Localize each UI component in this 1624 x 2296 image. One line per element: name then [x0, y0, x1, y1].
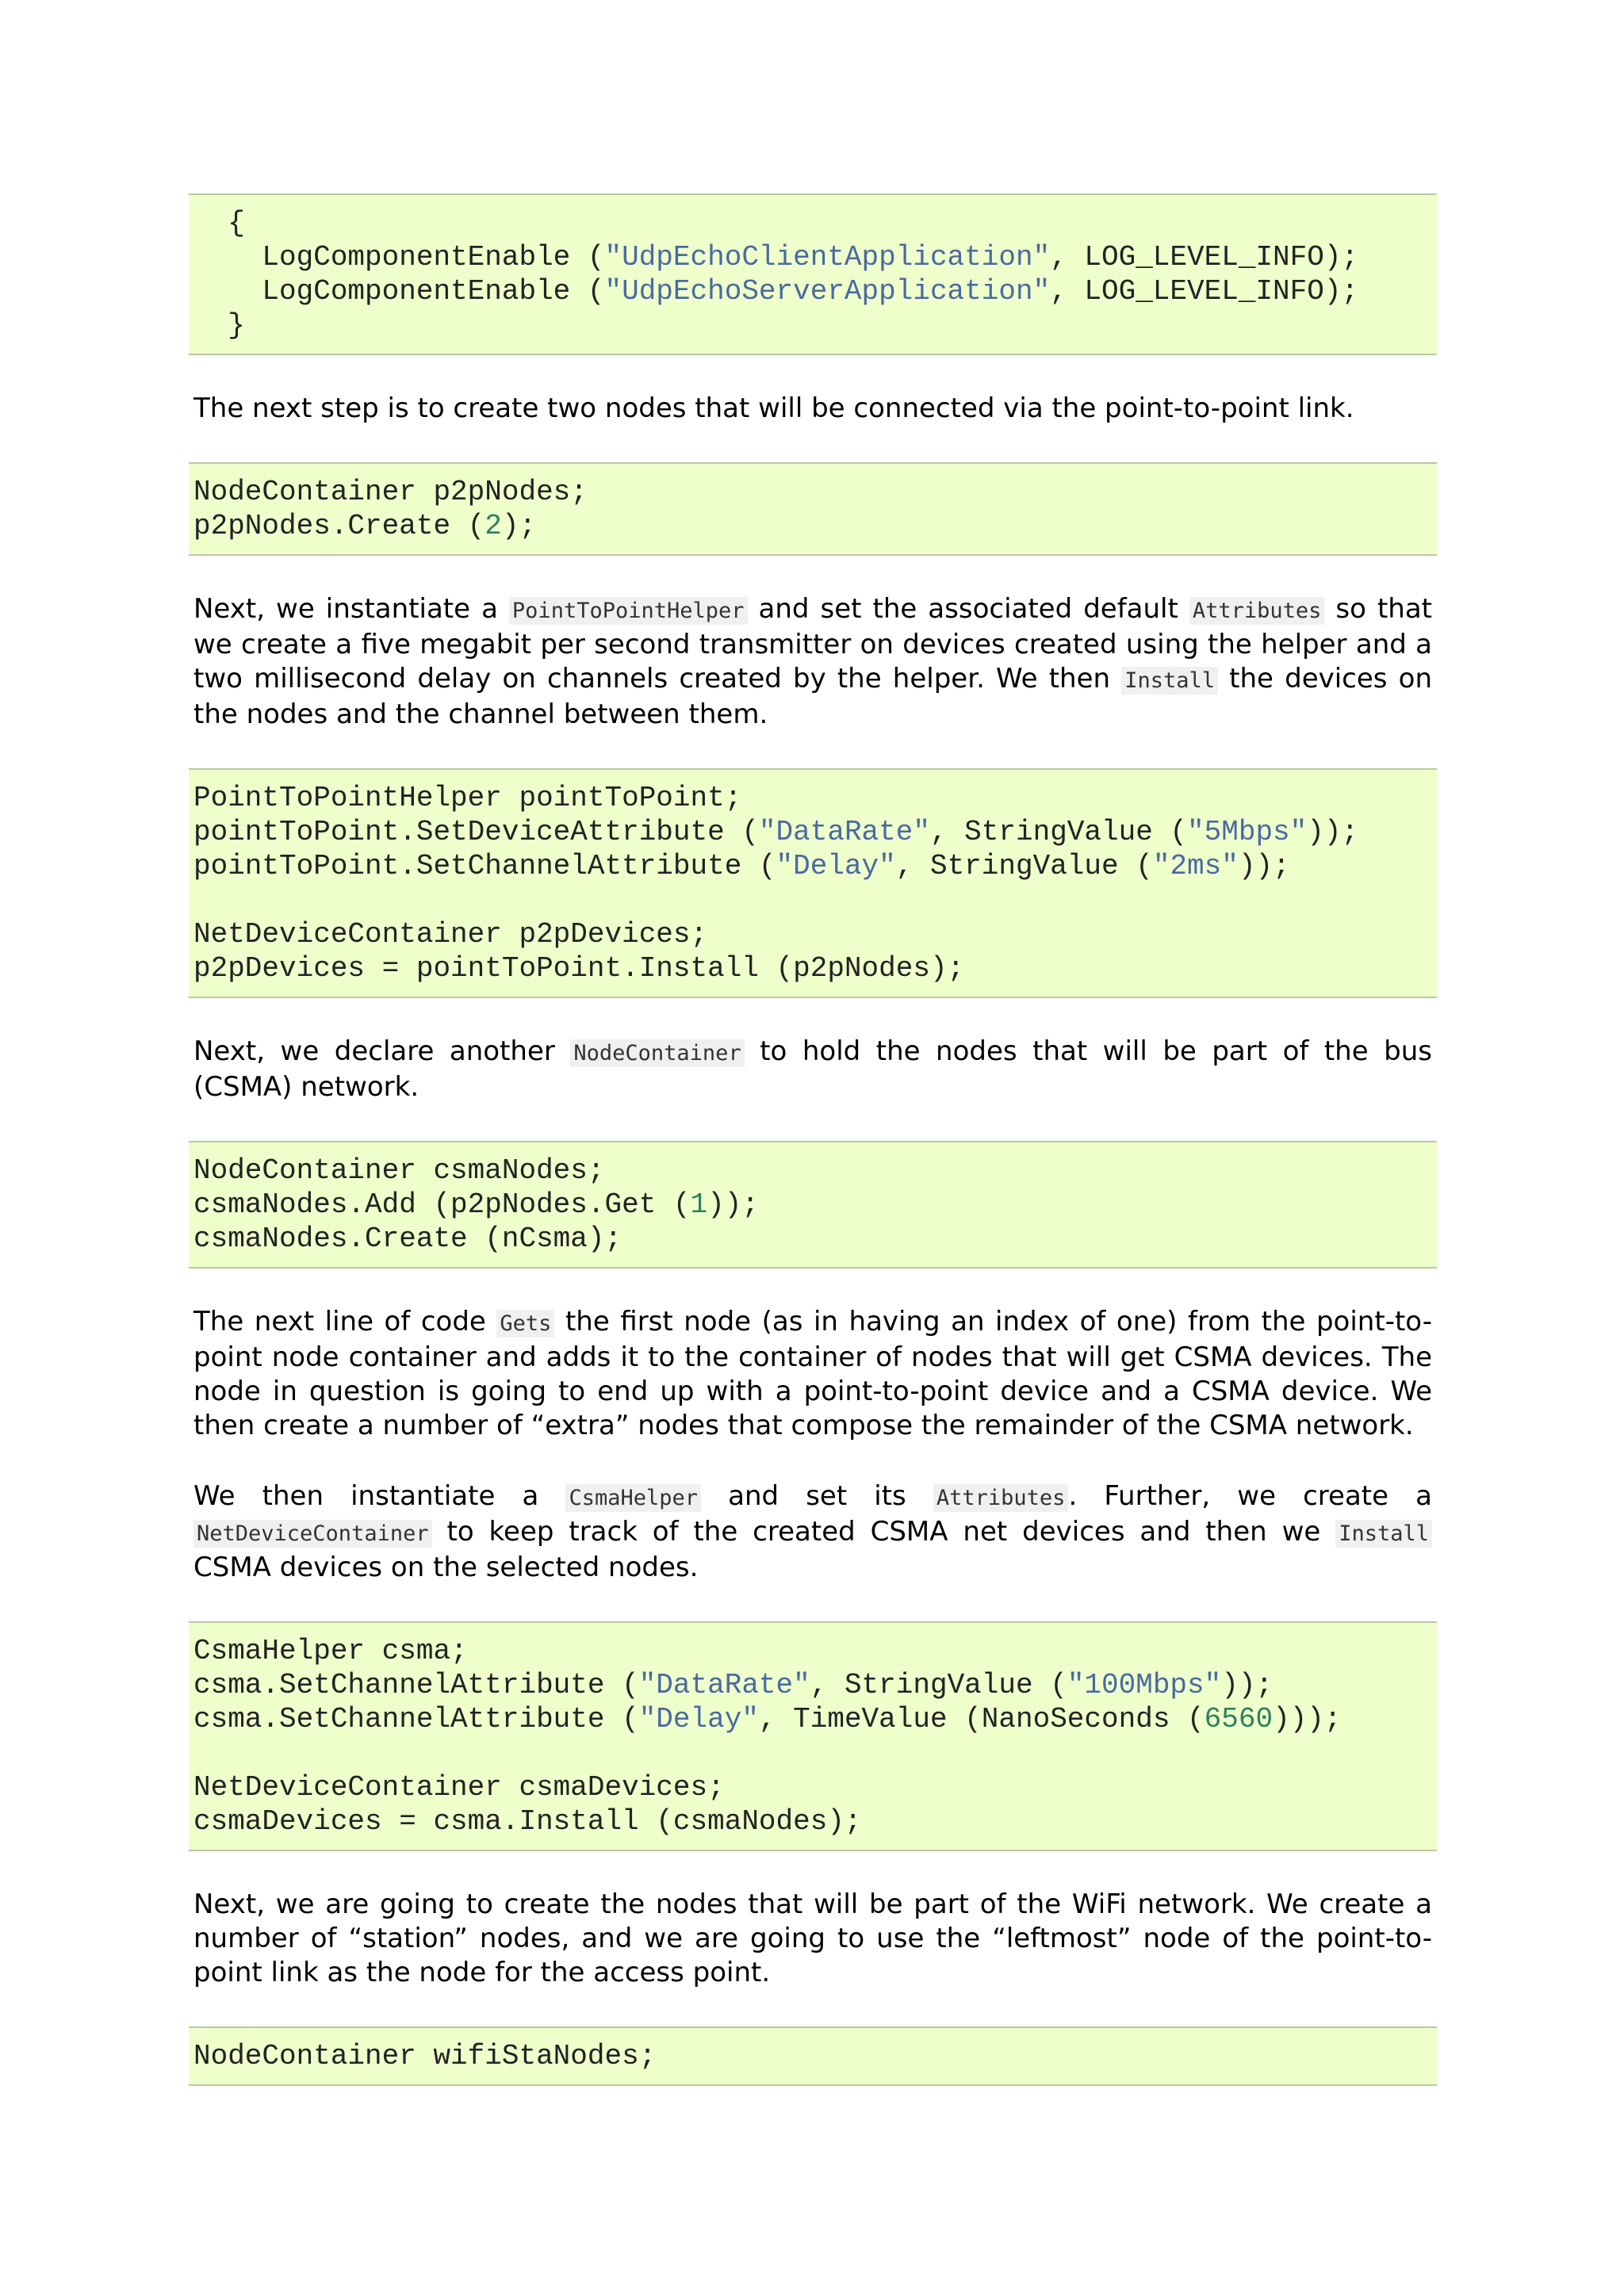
spacer	[189, 1851, 1437, 1888]
paragraph-text: the first node (as in having an index of one) from the point-to-point node container and adds it to the container of nodes that will get CSMA devices. The node in question is going to end up with a point-to-point device and a CSMA device. We then create a number of “extra” nodes that compose the remainder of the CSMA network.	[193, 1306, 1432, 1441]
inline-code: NetDeviceContainer	[193, 1520, 432, 1548]
code-token: ));	[1221, 1669, 1274, 1701]
inline-code: Install	[1335, 1520, 1432, 1548]
paragraph-text: The next line of code	[193, 1306, 497, 1337]
code-line	[193, 1770, 1432, 1804]
code-line	[193, 2039, 1432, 2073]
code-token: p2pNodes.Create (	[193, 510, 485, 542]
code-line	[193, 849, 1432, 883]
code-string: "UdpEchoClientApplication"	[604, 241, 1051, 274]
paragraph-text: so that we create a five megabit per second transmitter on devices created using the helper and a two millisecond delay on channels created by the helper. We then	[193, 593, 1432, 695]
code-line	[193, 1668, 1432, 1702]
code-token: }	[193, 309, 245, 342]
spacer	[189, 1269, 1437, 1305]
paragraph-text: to keep track of the created CSMA net devices and then we	[431, 1516, 1336, 1548]
inline-code: PointToPointHelper	[509, 597, 748, 625]
code-token: , StringValue (	[929, 816, 1188, 848]
code-string: "UdpEchoServerApplication"	[604, 275, 1051, 308]
code-string: "DataRate"	[758, 816, 930, 848]
inline-code: CsmaHelper	[565, 1484, 701, 1512]
code-token: pointToPoint.SetChannelAttribute (	[193, 850, 776, 882]
spacer	[189, 355, 1437, 392]
spacer	[189, 732, 1437, 768]
code-token: NodeContainer p2pNodes;	[193, 476, 588, 508]
code-block	[189, 1141, 1437, 1269]
body-paragraph	[189, 592, 1437, 732]
code-token: NodeContainer wifiStaNodes;	[193, 2040, 657, 2072]
spacer	[189, 1443, 1437, 1479]
code-line	[193, 509, 1432, 543]
paragraph-text: CSMA devices on the selected nodes.	[193, 1552, 699, 1583]
paragraph-text: Next, we instantiate a	[193, 593, 509, 625]
code-line	[193, 1804, 1432, 1839]
code-line	[193, 1188, 1432, 1222]
code-line	[193, 1736, 1432, 1770]
code-string: "Delay"	[638, 1703, 759, 1735]
code-token: CsmaHelper csma;	[193, 1635, 468, 1667]
paragraph-text: and set the associated default	[747, 593, 1189, 625]
spacer	[189, 1990, 1437, 2026]
code-string: "Delay"	[776, 850, 896, 882]
code-token: csmaDevices = csma.Install (csmaNodes);	[193, 1805, 862, 1838]
code-token: ));	[1307, 816, 1359, 848]
inline-code: Install	[1121, 667, 1218, 695]
code-line	[193, 274, 1432, 308]
paragraph-text: to hold the nodes that will be part of the bus (CSMA) network.	[193, 1035, 1433, 1103]
inline-code: Gets	[496, 1310, 554, 1337]
code-token: , TimeValue (NanoSeconds (	[758, 1703, 1205, 1735]
code-string: "2ms"	[1152, 850, 1239, 882]
code-line	[193, 883, 1432, 917]
spacer	[189, 998, 1437, 1035]
code-line	[193, 781, 1432, 815]
code-token: {	[193, 207, 245, 239]
code-string: "5Mbps"	[1187, 816, 1308, 848]
code-token: NodeContainer csmaNodes;	[193, 1154, 605, 1187]
paragraph-text: We then instantiate a	[193, 1480, 566, 1512]
code-number: 1	[690, 1188, 708, 1221]
paragraph-text: and set its	[701, 1480, 933, 1512]
spacer	[189, 1104, 1437, 1141]
code-token: PointToPointHelper pointToPoint;	[193, 782, 742, 814]
code-token: ));	[1238, 850, 1290, 882]
code-line	[193, 1154, 1432, 1188]
code-line	[193, 815, 1432, 849]
spacer	[189, 1585, 1437, 1621]
code-line	[193, 1634, 1432, 1668]
code-block	[189, 193, 1437, 355]
code-string: "DataRate"	[638, 1669, 810, 1701]
paragraph-text: Next, we are going to create the nodes that will be part of the WiFi network. We create a number of “station” nodes, and we are going to use the “leftmost” node of the point-to-point link as the node for the access point.	[193, 1888, 1432, 1988]
code-line	[193, 951, 1432, 985]
document-page	[189, 193, 1437, 2086]
code-token: NetDeviceContainer csmaDevices;	[193, 1771, 725, 1804]
code-token: csmaNodes.Add (p2pNodes.Get (	[193, 1188, 691, 1221]
code-number: 2	[485, 510, 502, 542]
code-token: csma.SetChannelAttribute (	[193, 1669, 639, 1701]
code-line	[193, 240, 1432, 274]
code-token: LogComponentEnable (	[193, 241, 605, 274]
code-token: , LOG_LEVEL_INFO);	[1050, 275, 1359, 308]
paragraph-text: Next, we declare another	[193, 1035, 571, 1067]
code-token: pointToPoint.SetDeviceAttribute (	[193, 816, 759, 848]
code-line	[193, 1222, 1432, 1256]
body-paragraph	[189, 1305, 1437, 1443]
code-token: , LOG_LEVEL_INFO);	[1050, 241, 1359, 274]
code-token: ));	[707, 1188, 759, 1221]
code-token: , StringValue (	[895, 850, 1153, 882]
paragraph-text: The next step is to create two nodes that will be connected via the point-to-point link.	[193, 392, 1354, 424]
body-paragraph	[189, 1888, 1437, 1990]
code-token: csma.SetChannelAttribute (	[193, 1703, 639, 1735]
code-block	[189, 1621, 1437, 1851]
code-line	[193, 475, 1432, 509]
spacer	[189, 556, 1437, 592]
body-paragraph	[189, 1479, 1437, 1585]
code-token: NetDeviceContainer p2pDevices;	[193, 918, 708, 951]
inline-code: Attributes	[933, 1484, 1069, 1512]
code-line	[193, 917, 1432, 951]
code-token: p2pDevices = pointToPoint.Install (p2pNodes);	[193, 952, 965, 985]
code-block	[189, 2026, 1437, 2086]
paragraph-text: . Further, we create a	[1068, 1480, 1432, 1512]
inline-code: Attributes	[1189, 597, 1325, 625]
body-paragraph	[189, 392, 1437, 426]
spacer	[189, 426, 1437, 462]
code-token: );	[501, 510, 537, 542]
code-line	[193, 1702, 1432, 1736]
code-string: "100Mbps"	[1067, 1669, 1222, 1701]
code-block	[189, 768, 1437, 998]
code-token: LogComponentEnable (	[193, 275, 605, 308]
code-token: csmaNodes.Create (nCsma);	[193, 1223, 622, 1255]
code-block	[189, 462, 1437, 556]
inline-code: NodeContainer	[570, 1039, 744, 1067]
code-token: )));	[1273, 1703, 1342, 1735]
code-number: 6560	[1204, 1703, 1274, 1735]
code-line	[193, 308, 1432, 342]
code-line	[193, 206, 1432, 240]
paragraph-text: the devices on the nodes and the channel between them.	[193, 663, 1432, 730]
code-token: , StringValue (	[810, 1669, 1067, 1701]
body-paragraph	[189, 1035, 1437, 1104]
